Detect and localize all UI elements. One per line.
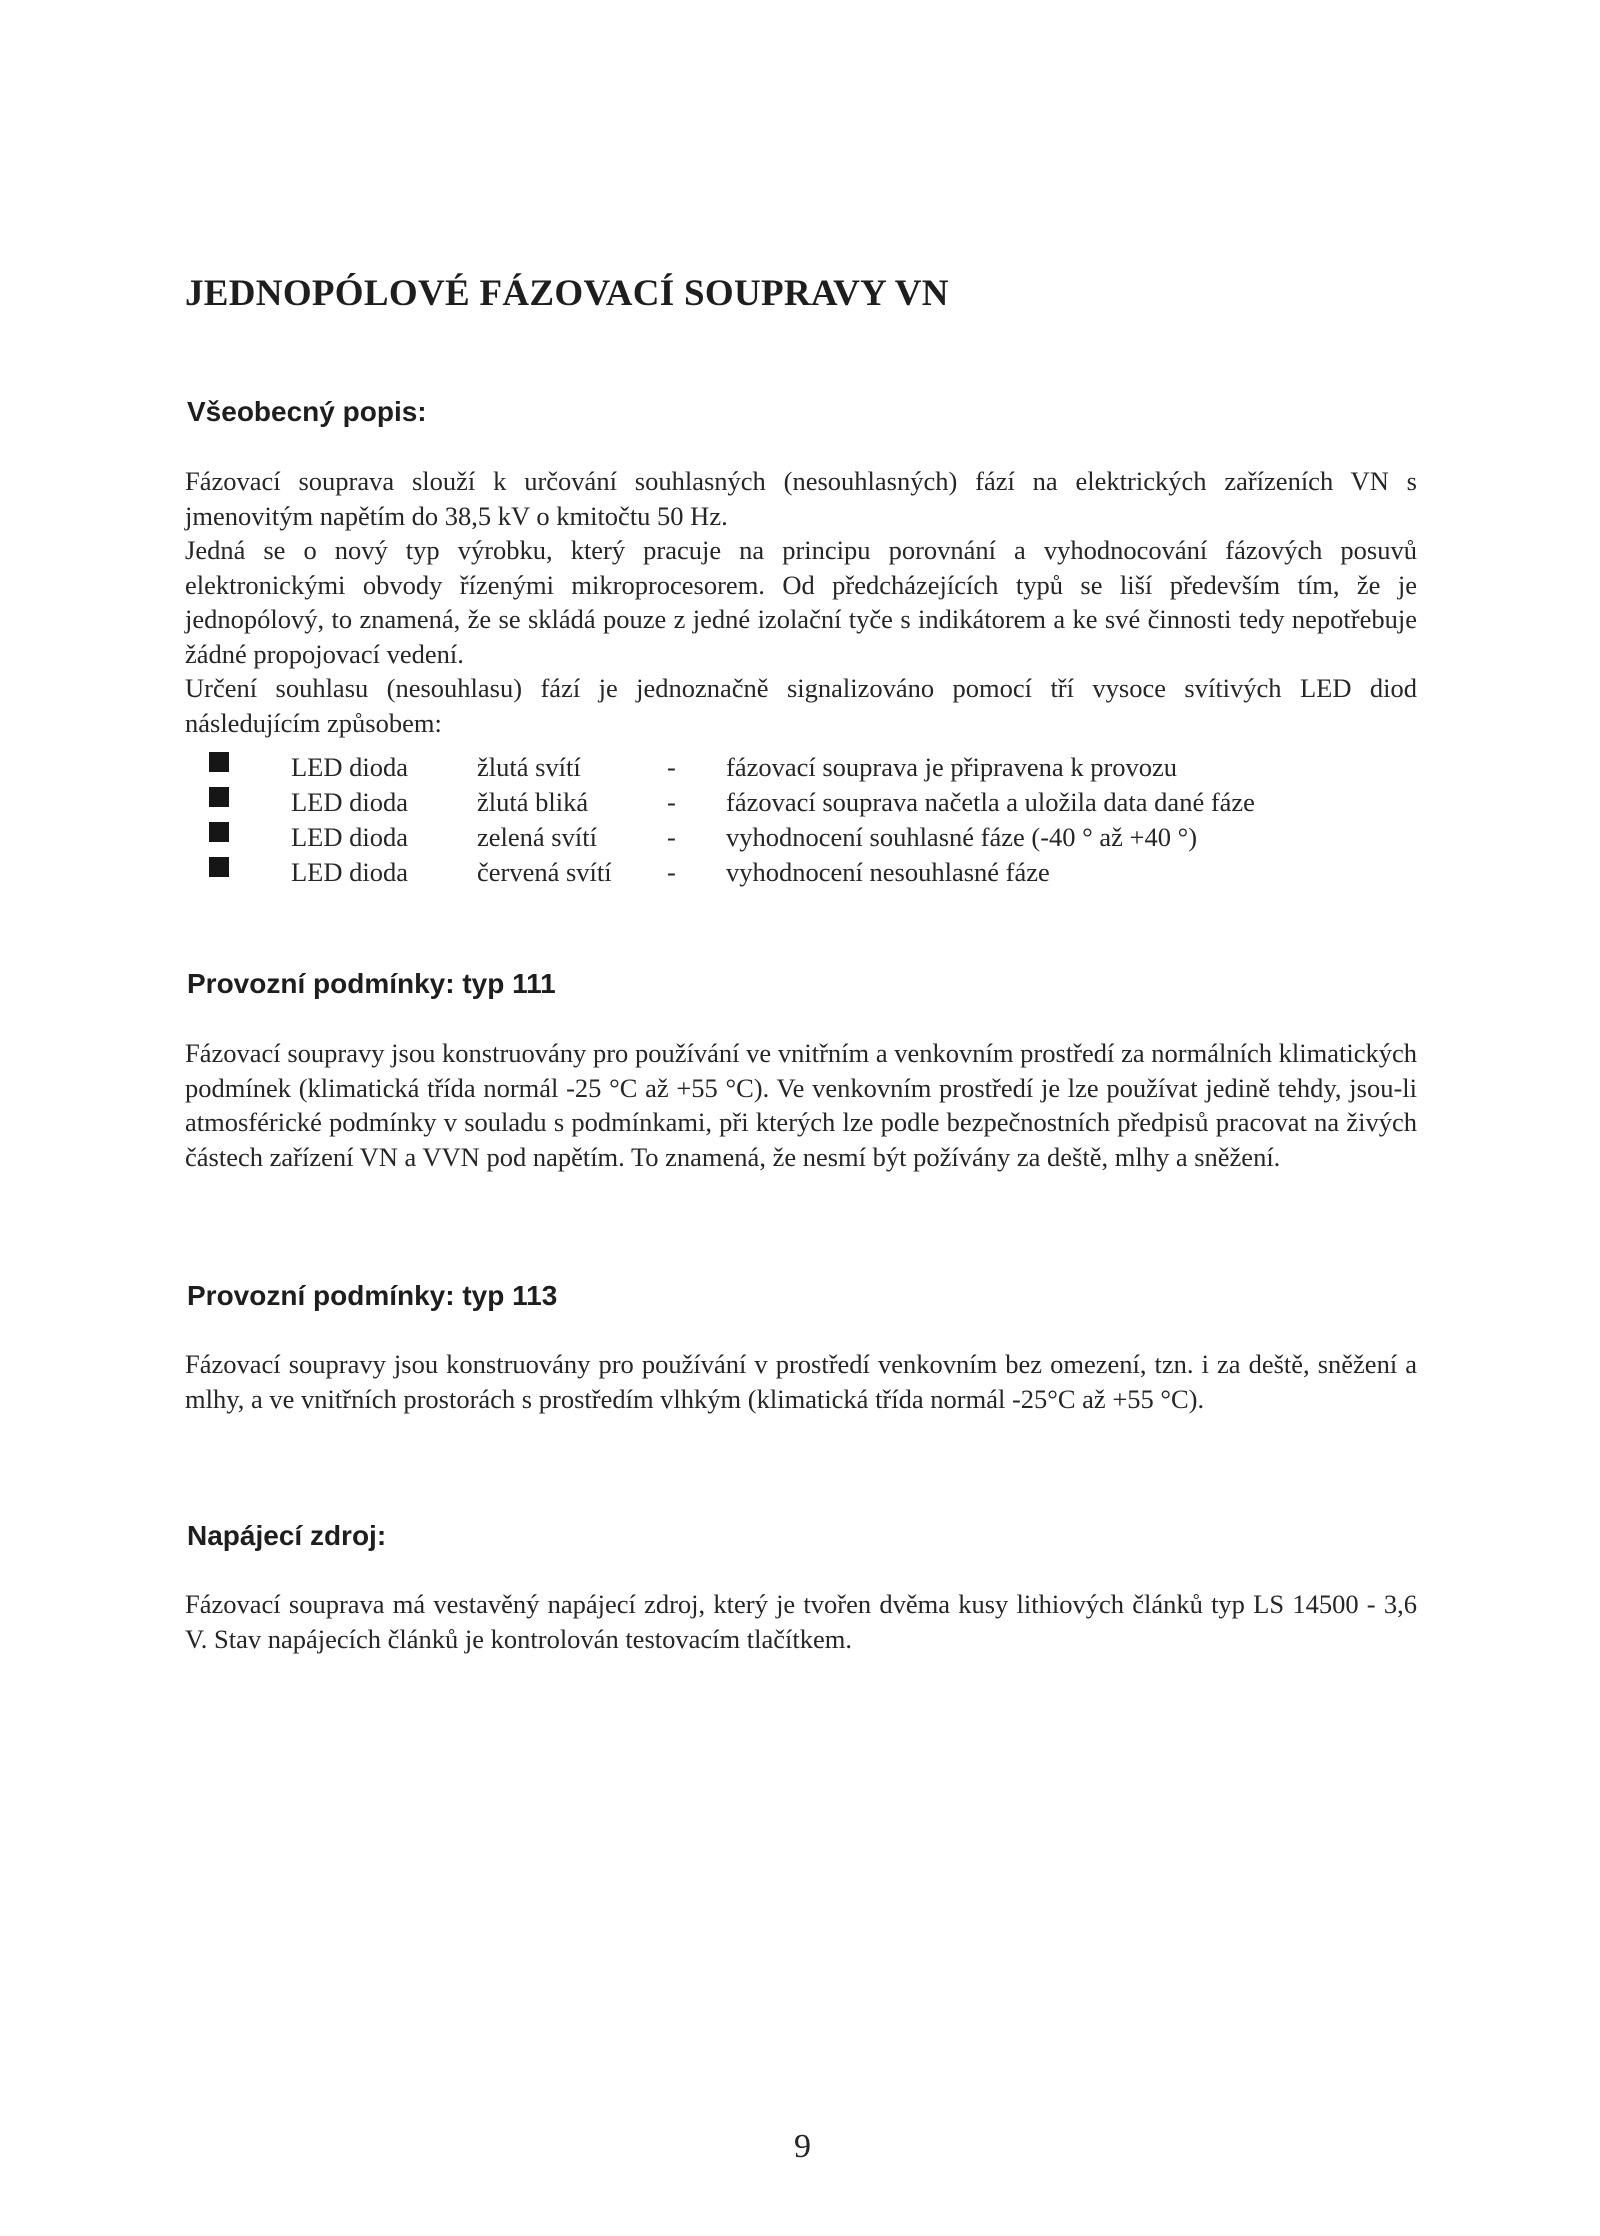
- led-state: žlutá svítí: [477, 752, 581, 782]
- led-dash: -: [667, 787, 676, 817]
- led-dash: -: [667, 822, 676, 852]
- led-state: zelená svítí: [477, 822, 597, 852]
- led-description: fázovací souprava je připravena k provozu: [726, 752, 1178, 782]
- led-list-item: [209, 857, 1409, 892]
- conditions-113-paragraph: Fázovací soupravy jsou konstruovány pro používání v prostředí venkovním bez omezení, tzn. i za deště, sněžení a mlhy, a ve vnitřních prostorách s prostředím vlhkým (klimatická třída normál -25°C až +55 °C).: [185, 1349, 1417, 1414]
- led-list-item: [209, 752, 1409, 787]
- general-paragraph: Fázovací souprava slouží k určování souhlasných (nesouhlasných) fází na elektrických zařízeních VN s jmenovitým napětím do 38,5 kV o kmitočtu 50 Hz.: [185, 466, 1417, 531]
- document-title: JEDNOPÓLOVÉ FÁZOVACÍ SOUPRAVY VN: [185, 273, 949, 314]
- operating-conditions-113-text: [185, 1347, 1417, 1416]
- bullet-square-icon: [209, 857, 229, 877]
- power-supply-text: [185, 1587, 1417, 1656]
- power-supply-paragraph: Fázovací souprava má vestavěný napájecí zdroj, který je tvořen dvěma kusy lithiových článků typ LS 14500 - 3,6 V. Stav napájecích článků je kontrolován testovacím tlačítkem.: [185, 1589, 1417, 1654]
- led-device: LED dioda: [291, 822, 409, 852]
- led-description: vyhodnocení souhlasné fáze (-40 ° až +40 °): [726, 822, 1198, 852]
- general-description-heading: Všeobecný popis:: [187, 396, 427, 427]
- document-page: [185, 0, 1420, 2236]
- power-supply-heading: Napájecí zdroj:: [187, 1520, 387, 1551]
- general-paragraph: Jedná se o nový typ výrobku, který pracuje na principu porovnání a vyhodnocování fázových posuvů elektronickými obvody řízenými mikroprocesorem. Od předcházejících typů se liší především tím, že je jednopólový, to znamená, že se skládá pouze z jedné izolační tyče s indikátorem a ke své činnosti tedy nepotřebuje žádné propojovací vedení.: [185, 535, 1417, 669]
- led-device: LED dioda: [291, 857, 409, 887]
- led-indicator-list: [209, 752, 1409, 892]
- bullet-square-icon: [209, 752, 229, 772]
- bullet-square-icon: [209, 787, 229, 807]
- operating-conditions-111-text: [185, 1036, 1417, 1174]
- operating-conditions-113-heading: Provozní podmínky: typ 113: [187, 1280, 558, 1311]
- page-number: 9: [794, 2128, 811, 2165]
- led-list-item: [209, 787, 1409, 822]
- conditions-111-paragraph: Fázovací soupravy jsou konstruovány pro používání ve vnitřním a venkovním prostředí za normálních klimatických podmínek (klimatická třída normál -25 °C až +55 °C). Ve venkovním prostředí je lze používat jedině tehdy, jsou-li atmosférické podmínky v souladu s podmínkami, při kterých lze podle bezpečnostních předpisů pracovat na živých částech zařízení VN a VVN pod napětím. To znamená, že nesmí být požívány za deště, mlhy a sněžení.: [185, 1038, 1417, 1172]
- led-list-item: [209, 822, 1409, 857]
- general-description-text: [185, 464, 1417, 740]
- led-dash: -: [667, 752, 676, 782]
- led-description: fázovací souprava načetla a uložila data dané fáze: [726, 787, 1255, 817]
- led-dash: -: [667, 857, 676, 887]
- led-state: červená svítí: [477, 857, 612, 887]
- bullet-square-icon: [209, 822, 229, 842]
- led-device: LED dioda: [291, 752, 409, 782]
- led-state: žlutá bliká: [477, 787, 589, 817]
- operating-conditions-111-heading: Provozní podmínky: typ 111: [187, 968, 556, 999]
- general-paragraph: Určení souhlasu (nesouhlasu) fází je jednoznačně signalizováno pomocí tří vysoce svítivých LED diod následujícím způsobem:: [185, 673, 1417, 738]
- led-device: LED dioda: [291, 787, 409, 817]
- led-description: vyhodnocení nesouhlasné fáze: [726, 857, 1050, 887]
